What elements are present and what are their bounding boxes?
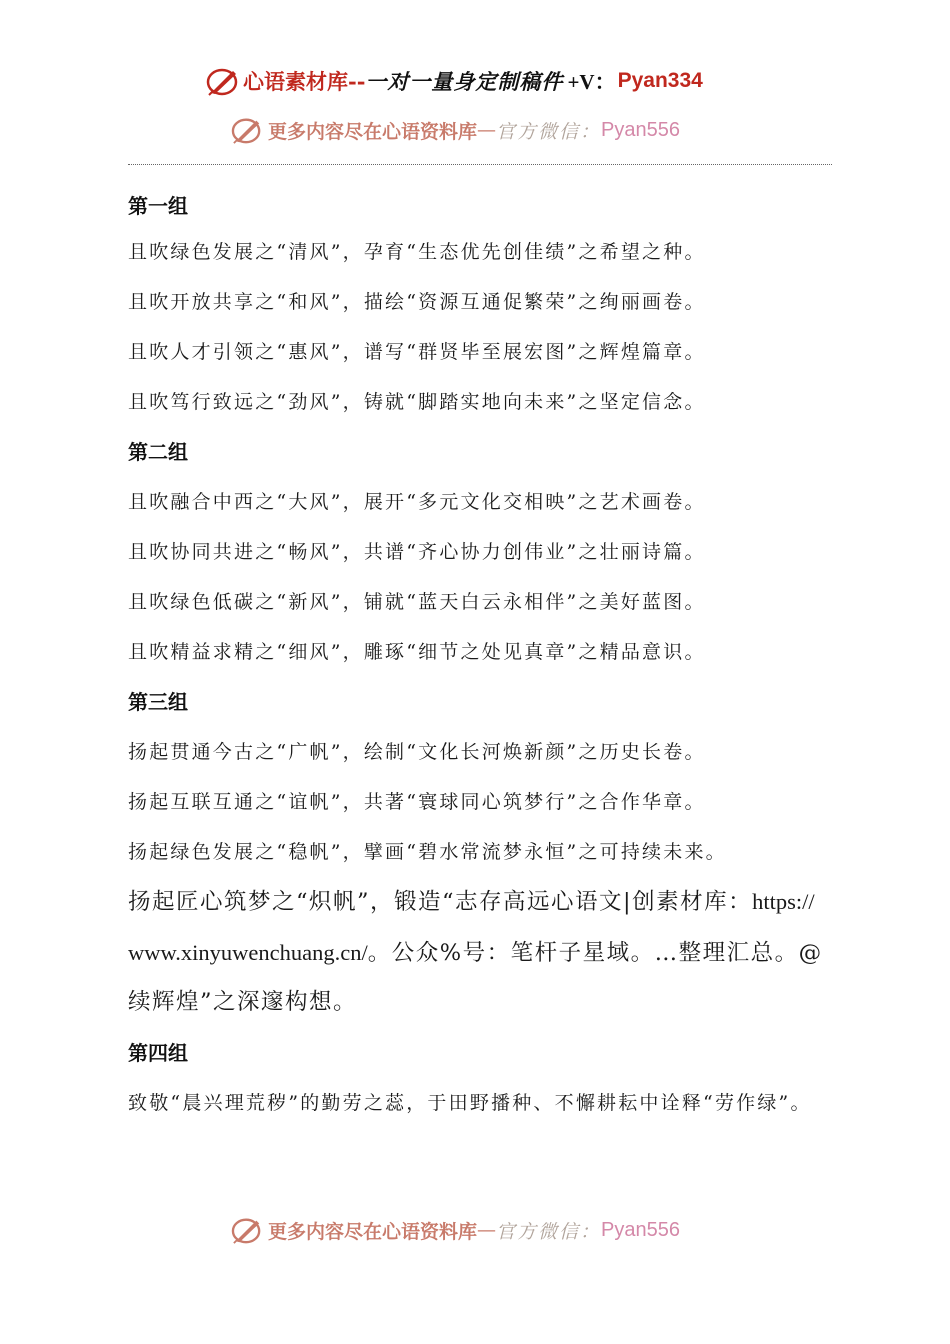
paragraph-line: 且吹协同共进之“畅风”，共谱“齐心协力创伟业”之壮丽诗篇。: [128, 541, 706, 563]
banner-dash: —: [477, 1219, 497, 1241]
large-paragraph-part2: 。公众%号：笔杆子星域。…整理汇总。@续辉煌”之深邃构想。: [128, 939, 823, 1015]
banner-text: 更多内容尽在心语资料库: [268, 120, 478, 143]
large-paragraph: [128, 877, 828, 1028]
group-title: 第二组: [128, 440, 188, 464]
website-link[interactable]: https://www.xinyuwenchuang.cn/: [128, 889, 815, 965]
paragraph-line: 且吹绿色发展之“清风”，孕育“生态优先创佳绩”之希望之种。: [128, 241, 706, 263]
banner-wechat-id: Pyan556: [601, 1218, 680, 1241]
group-title: 第三组: [128, 690, 188, 714]
contact-prefix: +V：: [567, 70, 616, 94]
banner-text: 更多内容尽在心语资料库: [268, 1220, 478, 1243]
paragraph-line: 扬起贯通今古之“广帆”，绘制“文化长河焕新颜”之历史长卷。: [128, 741, 706, 763]
document-body: [128, 185, 838, 1128]
paragraph-line: 且吹人才引领之“惠风”，谱写“群贤毕至展宏图”之辉煌篇章。: [128, 341, 706, 363]
header-slogan: 一对一量身定制稿件: [365, 69, 564, 94]
brand-name: 心语素材库: [243, 69, 348, 94]
quill-logo-icon: [205, 65, 241, 97]
brand-separator: --: [348, 68, 366, 94]
banner-wechat-label: 官方微信：: [496, 1220, 602, 1243]
quill-logo-icon: [230, 115, 264, 145]
paragraph-line: 扬起互联互通之“谊帆”，共著“寰球同心筑梦行”之合作华章。: [128, 791, 706, 813]
paragraph-line: 且吹绿色低碳之“新风”，铺就“蓝天白云永相伴”之美好蓝图。: [128, 591, 706, 613]
paragraph-line: 且吹融合中西之“大风”，展开“多元文化交相映”之艺术画卷。: [128, 491, 706, 513]
paragraph-line: 且吹开放共享之“和风”，描绘“资源互通促繁荣”之绚丽画卷。: [128, 291, 706, 313]
top-banner: [230, 113, 680, 147]
large-paragraph-part1: 扬起匠心筑梦之“炽帆”，锻造“志存高远心语文|创素材库：: [128, 889, 753, 915]
contact-id: Pyan334: [617, 69, 703, 92]
document-header: [205, 64, 703, 98]
banner-wechat-label: 官方微信：: [496, 120, 602, 143]
paragraph-wrapped: 致敬“晨兴理荒秽”的勤劳之蕊，于田野播种、不懈耕耘中诠释“劳作绿”。: [128, 1091, 812, 1114]
paragraph-line: 且吹精益求精之“细风”，雕琢“细节之处见真章”之精品意识。: [128, 641, 706, 663]
paragraph-line: 且吹笃行致远之“劲风”，铸就“脚踏实地向未来”之坚定信念。: [128, 391, 706, 413]
quill-logo-icon: [230, 1215, 264, 1245]
header-divider: [128, 164, 832, 165]
banner-wechat-id: Pyan556: [601, 118, 680, 141]
bottom-banner: [230, 1213, 680, 1247]
group-title: 第四组: [128, 1040, 188, 1065]
banner-dash: —: [477, 119, 497, 141]
paragraph-line: 扬起绿色发展之“稳帆”，擘画“碧水常流梦永恒”之可持续未来。: [128, 841, 727, 863]
group-title: 第一组: [128, 194, 188, 218]
